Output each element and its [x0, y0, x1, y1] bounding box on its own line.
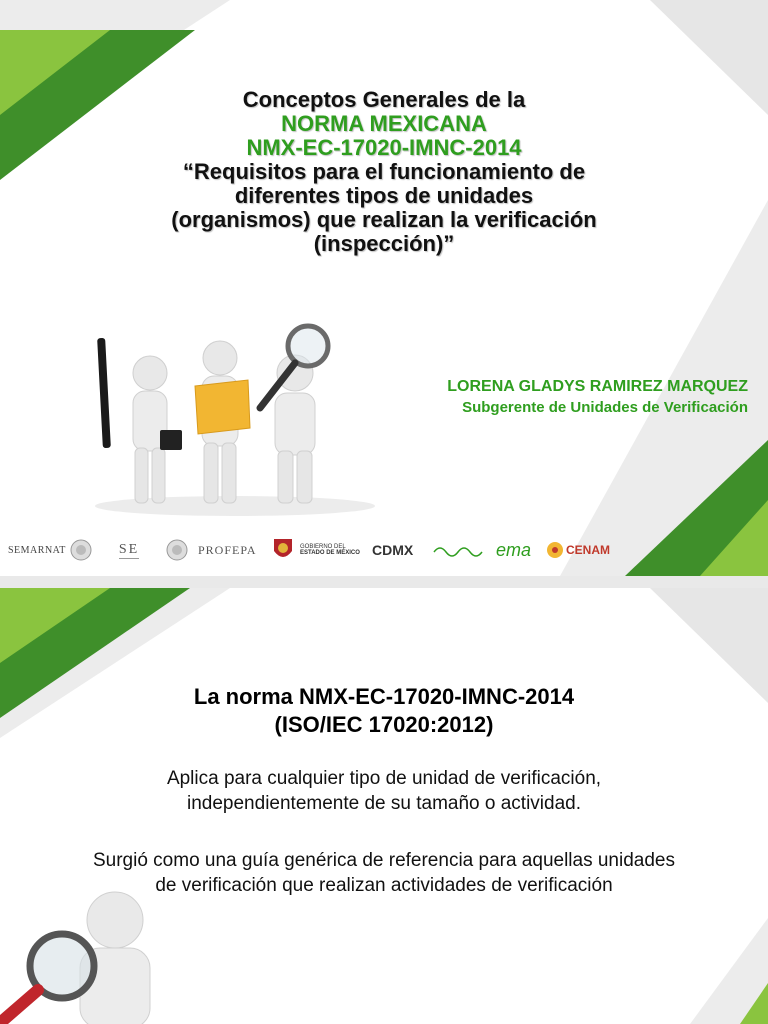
title-line-2: NORMA MEXICANA: [281, 111, 487, 136]
title-line-7: (inspección)”: [313, 231, 455, 256]
author-role: Subgerente de Unidades de Verificación: [462, 399, 748, 416]
title-line-5: diferentes tipos de unidades: [234, 183, 534, 208]
title-line-4: “Requisitos para el funcionamiento de: [182, 159, 586, 184]
paragraph-1-line-2: independientemente de su tamaño o actividad.: [187, 793, 581, 814]
profepa-logo: [198, 530, 262, 570]
cenam-flower-icon: [546, 541, 564, 559]
title-line-6: (organismos) que realizan la verificación: [171, 207, 597, 232]
team-illustration: [90, 318, 380, 518]
ema-logo: [496, 530, 536, 570]
seal-icon-2: [166, 530, 190, 570]
edomex-shield-icon: [272, 530, 296, 570]
edomex-line-2: ESTADO DE MÉXICO: [300, 550, 360, 556]
paragraph-1: [0, 766, 768, 816]
profepa-logo-text: PROFEPA: [198, 542, 257, 557]
paragraph-2-line-2: de verificación que realizan actividades de verificación: [155, 875, 613, 896]
author-name: LORENA GLADYS RAMIREZ MARQUEZ: [447, 378, 748, 395]
se-logo-text: SE: [118, 541, 140, 557]
cdmx-logo: [372, 530, 426, 570]
edomex-line-1: GOBIERNO DEL: [300, 544, 346, 550]
slide-2-title: [0, 683, 768, 739]
semarnat-logo: [8, 530, 68, 570]
paragraph-2-line-1: Surgió como una guía genérica de referencia para aquellas unidades: [92, 850, 675, 871]
title-line-3: NMX-EC-17020-IMNC-2014: [246, 135, 522, 160]
slide-2-title-line-2: (ISO/IEC 17020:2012): [274, 712, 494, 737]
magnifier-figure-illustration: [0, 888, 160, 1024]
slide-2: [0, 588, 768, 1024]
title-line-1: Conceptos Generales de la: [242, 87, 526, 112]
seal-icon: [70, 530, 94, 570]
cenam-logo: [546, 530, 616, 570]
slide-2-title-line-1: La norma NMX-EC-17020-IMNC-2014: [193, 684, 575, 709]
slide-separator: [0, 576, 768, 588]
paragraph-1-line-1: Aplica para cualquier tipo de unidad de verificación,: [166, 768, 602, 789]
ema-logo-text: ema: [496, 539, 532, 560]
cenam-logo-text: CENAM: [566, 543, 610, 557]
author-block: [447, 376, 748, 418]
logo-strip: [0, 530, 768, 570]
slide-1-title: [0, 88, 768, 256]
semarnat-logo-text: SEMARNAT: [8, 544, 66, 556]
cdmx-logo-text: CDMX: [372, 542, 414, 558]
wave-logo: [432, 530, 490, 570]
se-logo: [100, 530, 158, 570]
edomex-logo: [300, 530, 372, 570]
